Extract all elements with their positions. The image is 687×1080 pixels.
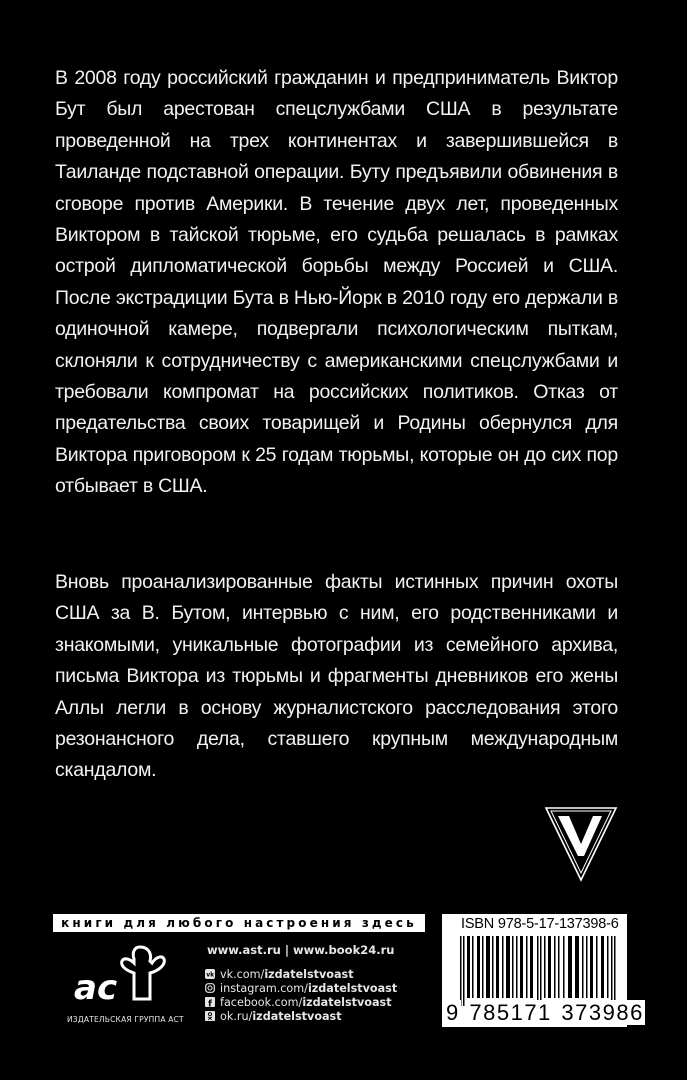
website-links[interactable]: www.ast.ru | www.book24.ru [207,943,395,957]
publisher-caption: ИЗДАТЕЛЬСКАЯ ГРУППА АСТ [67,1015,184,1024]
svg-text:ас: ас [74,968,118,1008]
instagram-icon [205,983,215,993]
vk-icon [205,969,215,979]
slogan-banner: книги для любого настроения здесь [53,914,425,932]
description-paragraph-1: В 2008 году российский гражданин и предприниматель Виктор Бут был арестован спецслужбами США в результате проведенной на трех континентах и завершившейся в Таиланде подставной операции. Буту предъявили обвинения в сговоре против Америки. В течение двух лет, проведенных Виктором в тайской тюрьме, его судьба решалась в рамках острой дипломатической борьбы между Россией и США. После экстрадиции Бута в Нью-Йорк в 2010 году его держали в одиночной камере, подвергали психологическим пыткам, склоняли к сотрудничеству с американскими спецслужбами и требовали компромат на российских политиков. Отказ от предательства своих товарищей и Родины обернулся для Виктора приговором к 25 годам тюрьмы, которые он до сих пор отбывает в США. [55,67,618,498]
svg-text:vk: vk [206,971,215,979]
isbn-barcode [442,914,644,1027]
social-links [205,967,397,1023]
v-triangle-icon [544,806,618,882]
svg-text:f: f [208,999,212,1007]
odnoklassniki-icon [205,1011,215,1021]
social-link-facebook[interactable]: f facebook.com/ izdatelstvoast [205,995,397,1009]
ast-publisher-logo-icon [72,943,172,1013]
isbn-label: ISBN 978-5-17-137398-6 [461,916,619,932]
facebook-icon [205,997,215,1007]
social-link-vk[interactable]: vk vk.com/ izdatelstvoast [206,967,354,981]
barcode-bars-icon [460,936,620,1006]
social-link-instagram[interactable]: instagram.com/ izdatelstvoast [205,981,397,995]
social-link-odnoklassniki[interactable]: ok.ru/ izdatelstvoast [205,1009,397,1023]
description-paragraph-2: Вновь проанализированные факты истинных причин охоты США за В. Бутом, интервью с ним, его родственниками и знакомыми, уникальные фотографии из семейного архива, письма Виктора из тюрьмы и фрагменты дневников его жены Аллы легли в основу журналистского расследования этого резонансного дела, ставшего крупным международным скандалом. [55,571,618,782]
ean-digits: 9 785171 373986 [446,1000,644,1025]
